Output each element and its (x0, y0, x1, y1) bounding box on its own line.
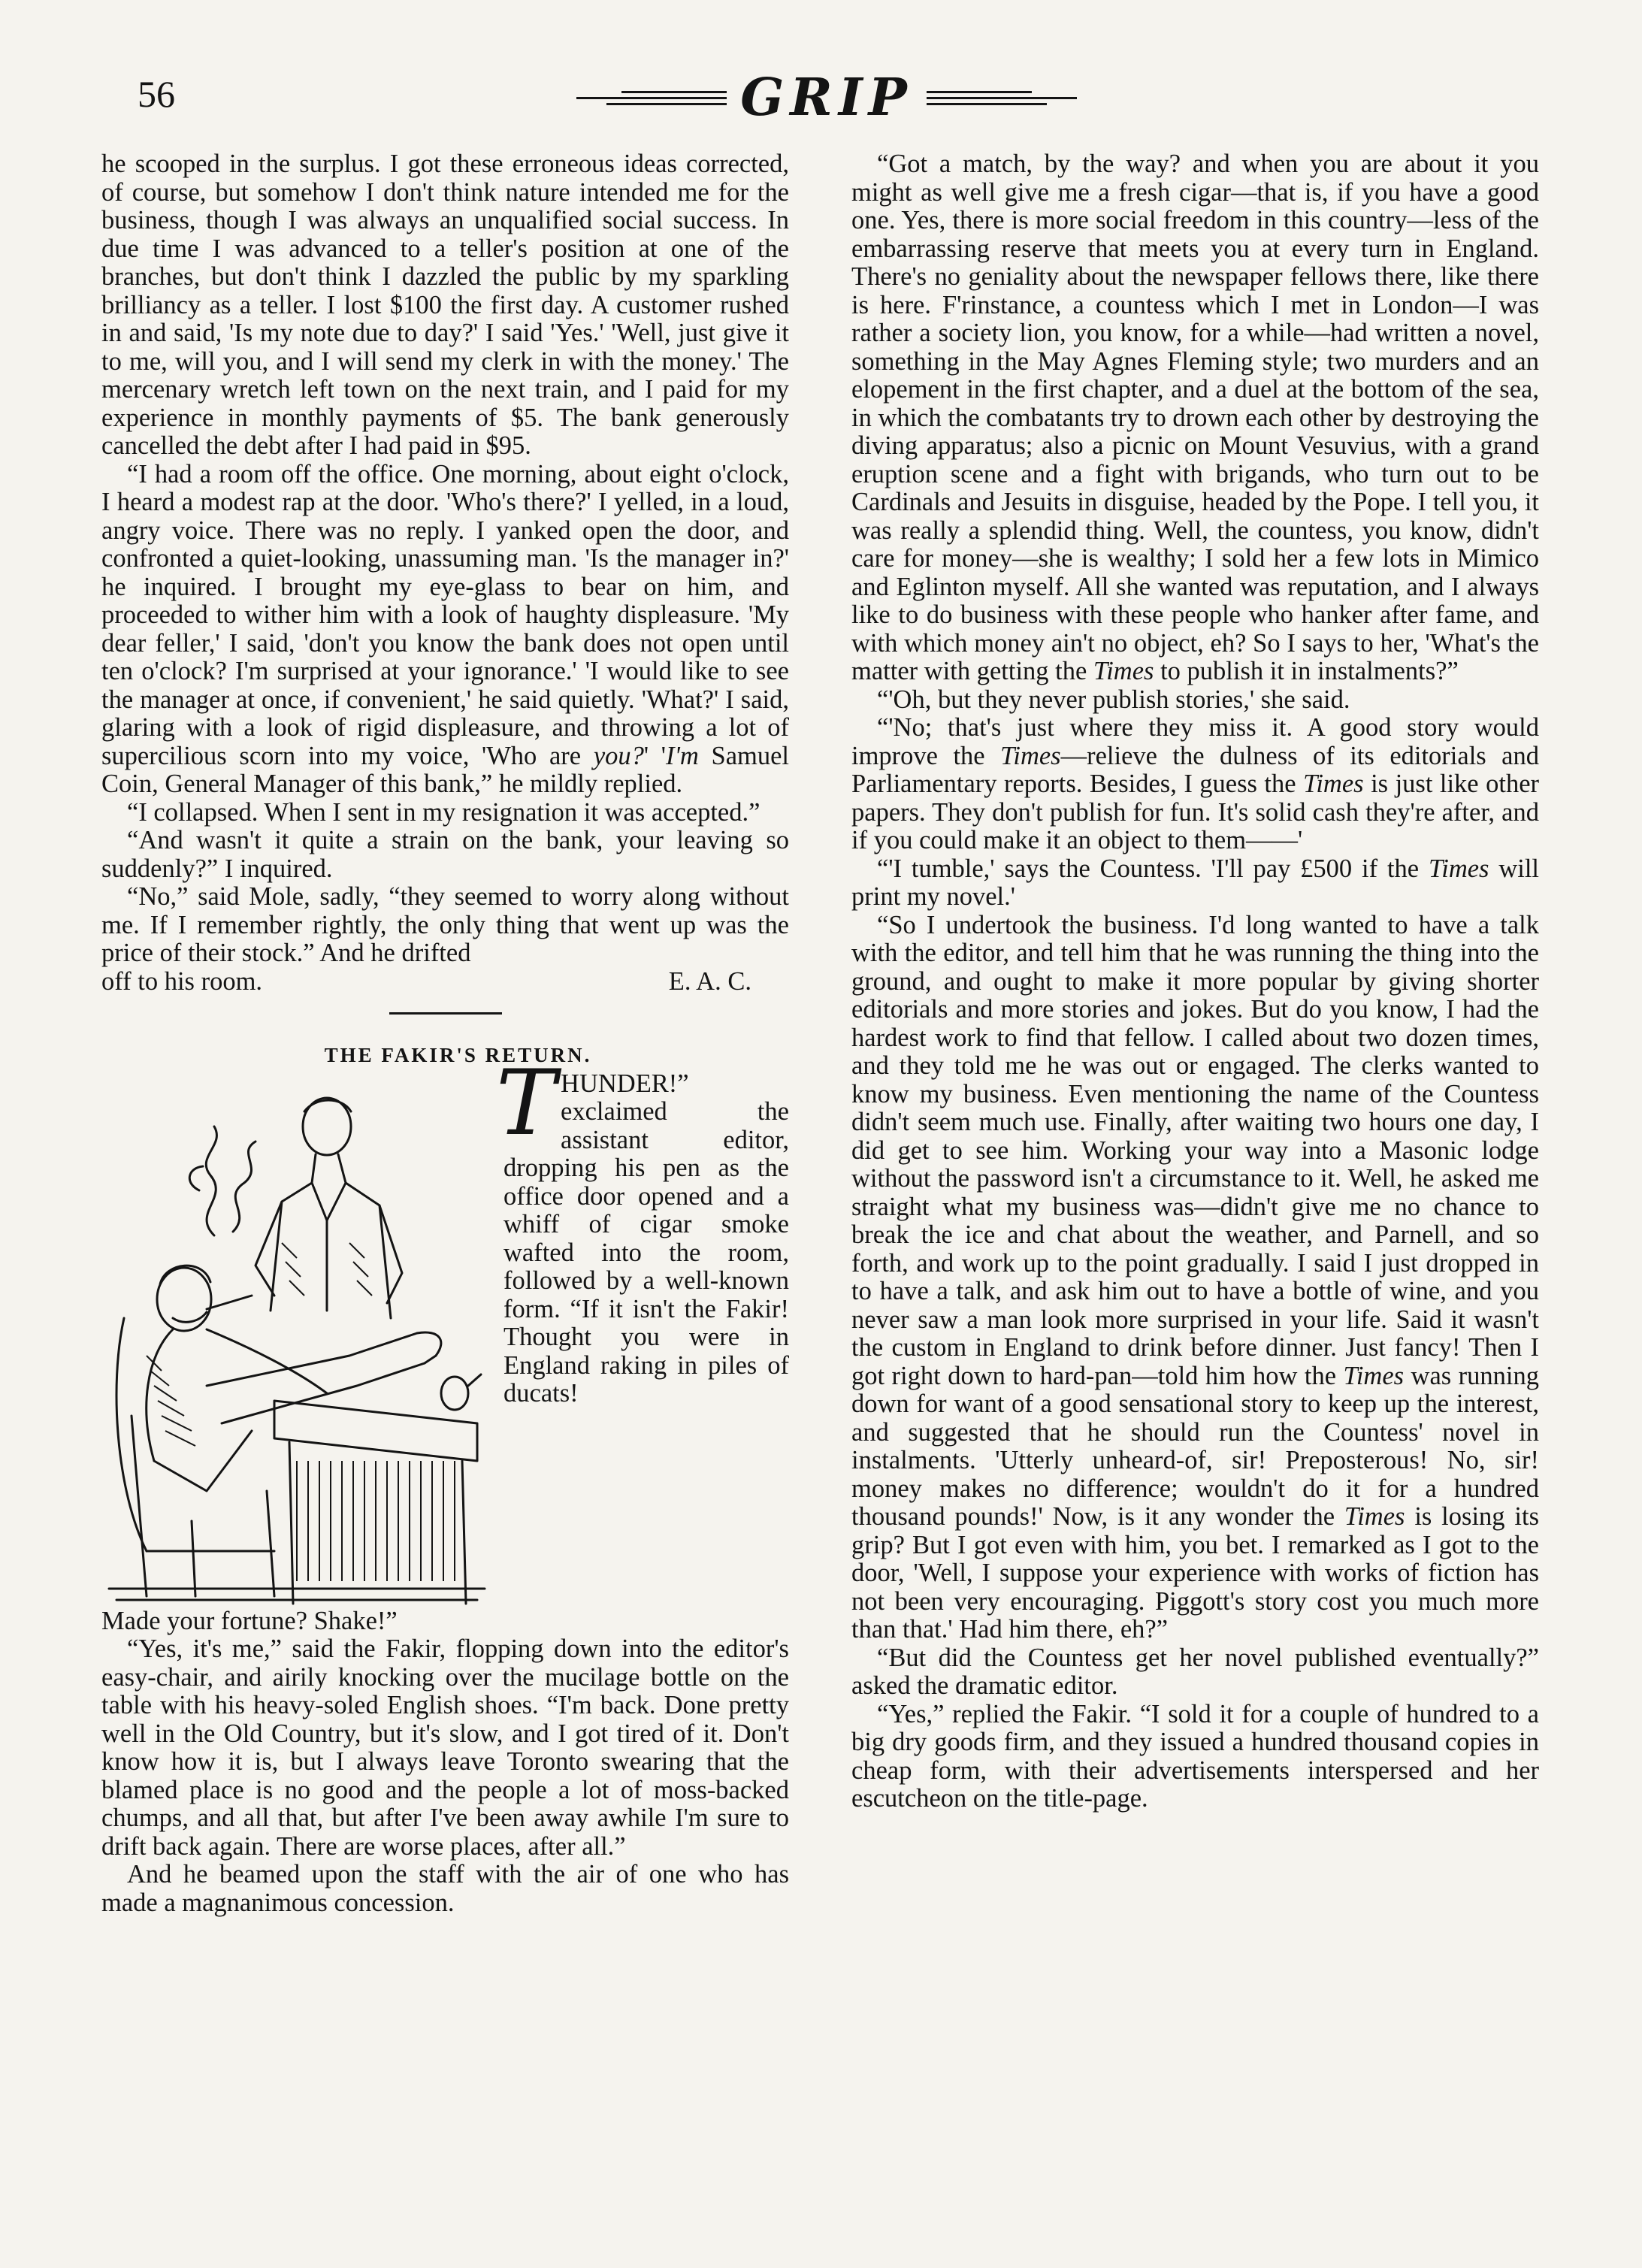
masthead-right-rules (927, 91, 1077, 105)
left-paragraph-3: “I collapsed. When I sent in my resignation it was accepted.” (127, 797, 761, 827)
right-paragraph-4: “'I tumble,' says the Countess. 'I'll pay £500 if the Times will print my novel.' (851, 854, 1539, 911)
left-paragraph-6: “Yes, it's me,” said the Fakir, flopping down into the editor's easy-chair, and airily knocking over the mucilage bottle on the table with his heavy-soled English shoes. “I'm back. Done pretty well in the Old Country, but it's slow, and I got tired of it. Don't know how it is, but I always leave Toronto swearing that the blamed place is no good and the people a lot of moss-backed chumps, and all that, but after I've been away awhile I'm sure to drift back again. There are worse places, after all.” (101, 1634, 789, 1861)
article-opening (496, 1051, 789, 1408)
left-column (101, 150, 789, 1917)
left-paragraph-1: he scooped in the surplus. I got these erroneous ideas corrected, of course, but somehow I don't think nature intended me for the business, though I was always an unqualified social success. In due time I was advanced to a teller's position at one of the branches, but don't think I dazzled the public by my sparkling brilliancy as a teller. I lost $100 the first day. A customer rushed in and said, 'Is my note due to day?' I said 'Yes.' 'Well, just give it to me, will you, and I will send my clerk in with the money.' The mercenary wretch left town on the next train, and I paid for my experience in monthly payments of $5. The bank generously cancelled the debt after I had paid in $95. (101, 150, 789, 460)
right-paragraph-7: “Yes,” replied the Fakir. “I sold it for a couple of hundred to a big dry goods firm, and they issued a hundred thousand copies in cheap form, with their advertisements interspersed and her escutcheon on the title-page. (851, 1699, 1539, 1813)
right-paragraph-5: “So I undertook the business. I'd long wanted to have a talk with the editor, and tell him that he was running the thing into the ground, and ought to make it more popular by giving shorter editorials and more stories and jokes. But do you know, I had the hardest work to find that fellow. I called about two dozen times, and they told me he was out or engaged. The clerks wanted to know my business. Even mentioning the name of the Countess didn't seem much use. Finally, after waiting two hours one day, I did get to see him. Working your way into a Masonic lodge without the password isn't a circumstance to it. Well, he asked me straight what my business was—didn't give me no chance to break the ice and chat about the weather, and Parnell, and so forth, and work up to the point gradually. I said I just dropped in to have a talk, and ask him out to have a bottle of wine, and you never saw a man look more surprised in your life. Said it wasn't the custom in England to drink before dinner. Just fancy! Then I got right down to hard-pan—told him how the Times was running down for want of a good sensational story to keep up the interest, and suggested that he should run the Countess' novel in instalments. 'Utterly unheard-of, sir! Preposterous! No, sir! money makes no difference; wouldn't do it for a hundred thousand pounds!' Now, is it any wonder the Times is losing its grip? But I got even with him, you bet. I remarked as I got to the door, 'Well, I suppose your experience with works of fiction has not been very encouraging. Piggott's story cost you much more than that.' Had him there, eh?” (851, 910, 1539, 1644)
masthead (571, 68, 1082, 128)
right-paragraph-6: “But did the Countess get her novel published eventually?” asked the dramatic editor. (851, 1643, 1539, 1700)
left-paragraph-5: “No,” said Mole, sadly, “they seemed to worry along without me. If I remember rightly, the only thing that went up was the price of their stock.” And he drifted (101, 882, 789, 967)
left-paragraph-7: And he beamed upon the staff with the air of one who has made a magnanimous concession. (101, 1860, 789, 1917)
left-paragraph-5-end: off to his room. (101, 966, 263, 996)
right-column (851, 150, 1539, 1813)
masthead-left-rules (576, 91, 727, 105)
fakir-illustration (101, 1070, 492, 1607)
right-paragraph-2: “'Oh, but they never publish stories,' she said. (877, 685, 1350, 714)
left-paragraph-4: “And wasn't it quite a strain on the bank, your leaving so suddenly?” I inquired. (101, 826, 789, 883)
left-paragraph-2: “I had a room off the office. One morning, about eight o'clock, I heard a modest rap at the door. 'Who's there?' I yelled, in a loud, angry voice. There was no reply. I yanked open the door, and confronted a quiet-looking, unassuming man. 'Is the manager in?' he inquired. I brought my eye-glass to bear on him, and proceeded to wither him with a look of haughty displeasure. 'My dear feller,' I said, 'don't you know the bank does not open until ten o'clock? I'm surprised at your ignorance.' 'I would like to see the manager at once, if convenient,' he said quietly. 'What?' I said, glaring with a look of rigid displeasure, and throwing a lot of supercilious scorn into my voice, 'Who are you?' 'I'm Samuel Coin, General Manager of this bank,” he mildly replied. (101, 459, 790, 798)
right-paragraph-1: “Got a match, by the way? and when you are about it you might as well give me a fresh cigar—that is, if you have a good one. Yes, there is more social freedom in this country—less of the embarrassing reserve that meets you at every turn in England. There's no geniality about the newspaper fellows there, like there is here. F'rinstance, a countess which I met in London—I was rather a society lion, you know, for a while—had written a novel, something in the May Agnes Fleming style; two murders and an elopement in the first chapter, and a duel at the bottom of the sea, in which the combatants try to drown each other by destroying the diving apparatus; also a picnic on Mount Vesuvius, with a grand eruption scene and a fight with brigands, who turn out to be Cardinals and Jesuits in disguise, headed by the Pope. I tell you, it was really a splendid thing. Well, the countess, you know, didn't care for money—she is wealthy; I sold her a few lots in Mimico and Eglinton myself. All she wanted was reputation, and I always like to do business with these people who hanker after fame, and with which money ain't no object, eh? So I says to her, 'What's the matter with getting the Times to publish it in instalments?” (851, 150, 1539, 685)
page-header (0, 0, 1642, 150)
section-divider (389, 1012, 502, 1015)
signature-line (101, 968, 789, 996)
author-signature: E. A. C. (668, 966, 751, 996)
right-paragraph-3: “'No; that's just where they miss it. A good story would improve the Times—relieve the dulness of its editorials and Parliamentary reports. Besides, I guess the Times is just like other papers. They don't publish for fun. It's solid cash they're after, and if you could make it an object to them——' (851, 713, 1539, 854)
section-heading: THE FAKIR'S RETURN. (324, 1044, 592, 1066)
article-opening-text: HUNDER!” exclaimed the assistant editor, dropping his pen as the office door opened and a whiff of cigar smoke wafted into the room, followed by a well-known form. “If it isn't the Fakir! Thought you were in England raking in piles of ducats! (503, 1069, 789, 1408)
page-number: 56 (138, 73, 175, 115)
masthead-title: GRIP (740, 68, 913, 128)
drop-cap: T (496, 1051, 557, 1156)
left-paragraph-after-figure: Made your fortune? Shake!” (101, 1606, 398, 1635)
